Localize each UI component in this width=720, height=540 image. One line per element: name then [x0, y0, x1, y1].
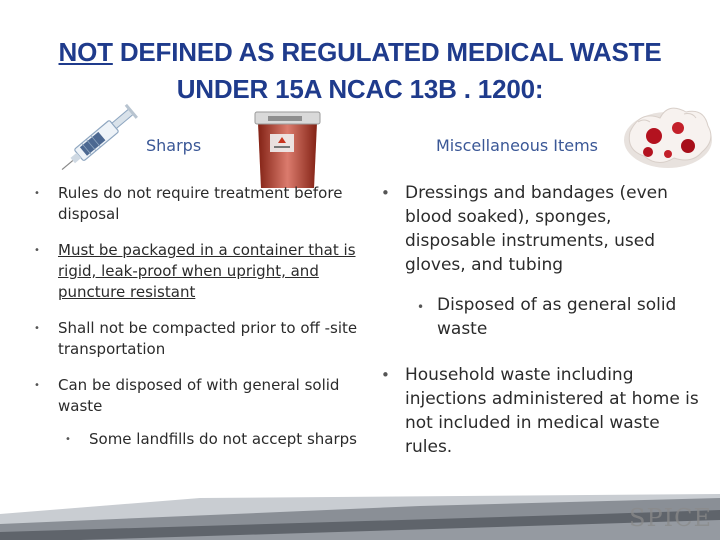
misc-bullet-1: • Dressings and bandages (even blood soaked), sponges, disposable instruments, used gloves, and tubing • Disposed of as general solid waste	[405, 181, 705, 341]
sharps-container-icon	[250, 108, 325, 190]
title-line-2: UNDER 15A NCAC 13B . 1200:	[176, 74, 544, 104]
syringe-icon	[50, 92, 150, 182]
bloody-bandages-icon	[618, 92, 720, 174]
misc-items-list	[381, 181, 705, 459]
title-line-1-rest: DEFINED AS REGULATED MEDICAL WASTE	[112, 37, 662, 67]
sharps-heading: Sharps	[146, 136, 202, 155]
bullet-dot: •	[65, 434, 71, 445]
bullet-dot: •	[34, 380, 40, 391]
sharps-sub-bullet: • Some landfills do not accept sharps	[65, 430, 357, 448]
bullet-dot: •	[381, 184, 390, 202]
bullet-dot: •	[34, 188, 40, 199]
sharps-bullet-2: • Must be packaged in a container that is rigid, leak-proof when upright, and puncture resistant	[34, 241, 356, 301]
title-underlined-word: NOT	[58, 37, 113, 67]
bullet-dot: •	[34, 245, 40, 256]
sharps-list	[34, 183, 358, 465]
brand-logo: SPICE	[629, 504, 712, 532]
bottom-decorative-band	[0, 480, 720, 540]
bullet-dot: •	[381, 366, 390, 384]
bullet-dot: •	[417, 300, 425, 314]
misc-bullet-2: • Household waste including injections administered at home is not included in medical waste rules.	[381, 365, 699, 457]
bullet-dot: •	[34, 323, 40, 334]
misc-sub-bullet: • Disposed of as general solid waste	[417, 295, 677, 339]
sharps-bullet-4: • Can be disposed of with general solid waste • Some landfills do not accept sharps	[34, 376, 357, 448]
sharps-bullet-3: • Shall not be compacted prior to off -site transportation	[34, 319, 358, 358]
sharps-bullet-1: • Rules do not require treatment before disposal	[34, 184, 343, 223]
misc-items-heading: Miscellaneous Items	[436, 136, 599, 155]
title-line-1	[0, 34, 720, 71]
